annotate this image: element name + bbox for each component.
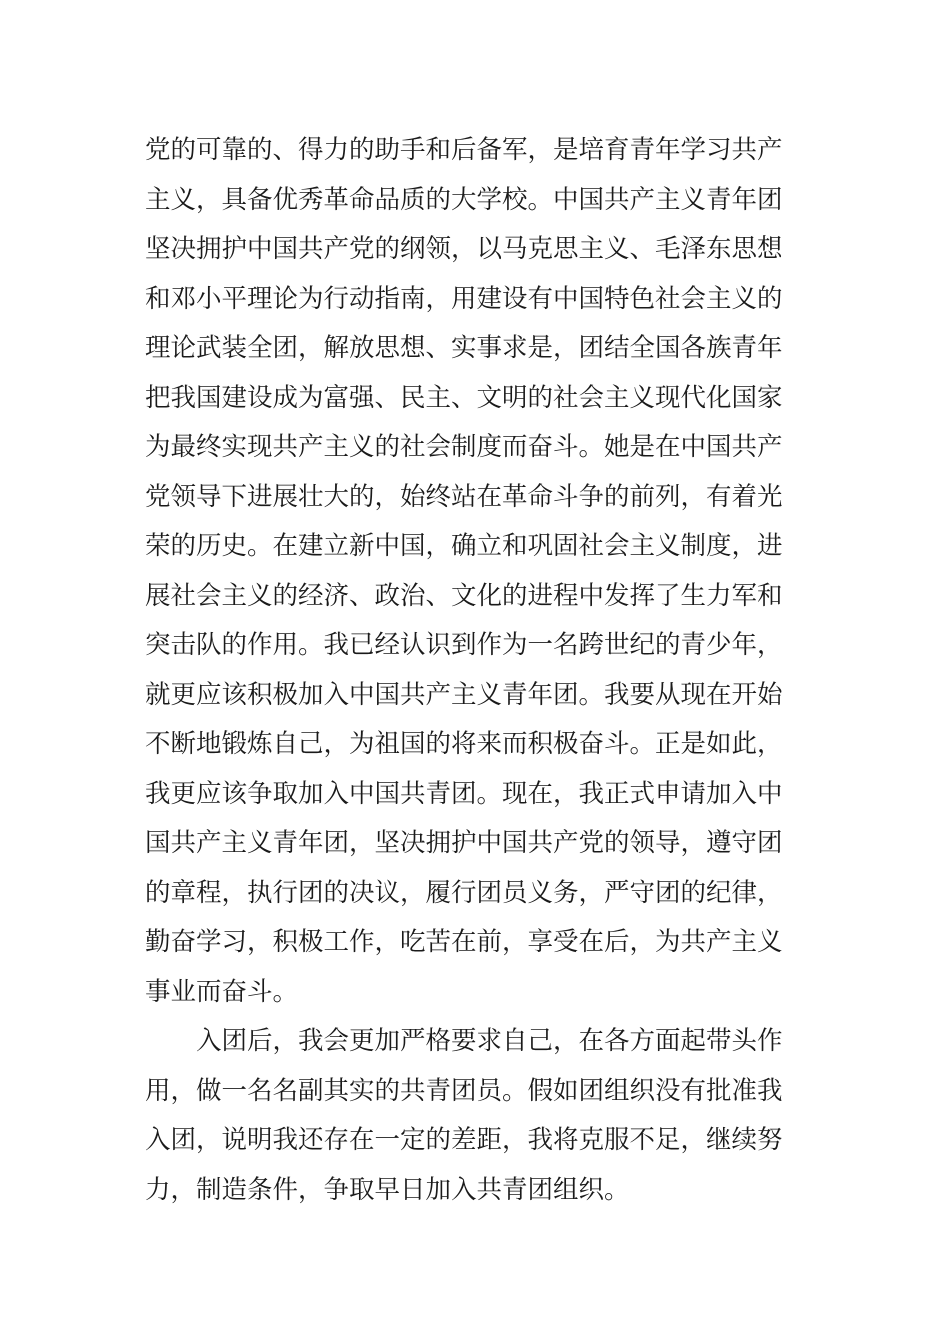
paragraph-line: 坚决拥护中国共产党的纲领，以马克思主义、毛泽东思想 — [145, 234, 783, 264]
paragraph-line: 荣的历史。在建立新中国，确立和巩固社会主义制度，进 — [145, 531, 783, 561]
paragraph-line: 力，制造条件，争取早日加入共青团组织。 — [145, 1174, 630, 1205]
document-body — [145, 126, 825, 1215]
paragraph-line: 展社会主义的经济、政治、文化的进程中发挥了生力军和 — [145, 580, 783, 611]
paragraph-line: 党的可靠的、得力的助手和后备军，是培育青年学习共产 — [145, 135, 783, 165]
paragraph-line: 突击队的作用。我已经认识到作为一名跨世纪的青少年， — [145, 630, 783, 660]
paragraph-line: 和邓小平理论为行动指南，用建设有中国特色社会主义的 — [145, 283, 783, 314]
paragraph-line: 入团，说明我还存在一定的差距，我将克服不足，继续努 — [145, 1125, 783, 1155]
paragraph-line: 我更应该争取加入中国共青团。现在，我正式申请加入中 — [145, 778, 783, 809]
paragraph-line: 不断地锻炼自己，为祖国的将来而积极奋斗。正是如此， — [145, 729, 783, 759]
paragraph-2 — [145, 1017, 825, 1215]
paragraph-line: 把我国建设成为富强、民主、文明的社会主义现代化国家 — [145, 382, 783, 413]
paragraph-line: 为最终实现共产主义的社会制度而奋斗。她是在中国共产 — [145, 432, 783, 462]
paragraph-line: 用，做一名名副其实的共青团员。假如团组织没有批准我 — [145, 1075, 783, 1106]
paragraph-line: 入团后，我会更加严格要求自己，在各方面起带头作 — [196, 1026, 783, 1056]
paragraph-line: 理论武装全团，解放思想、实事求是，团结全国各族青年 — [145, 333, 783, 363]
paragraph-1 — [145, 126, 825, 1017]
paragraph-line: 国共产主义青年团，坚决拥护中国共产党的领导，遵守团 — [145, 828, 783, 858]
paragraph-line: 就更应该积极加入中国共产主义青年团。我要从现在开始 — [145, 679, 783, 710]
paragraph-line: 党领导下进展壮大的，始终站在革命斗争的前列，有着光 — [145, 481, 783, 512]
paragraph-line: 事业而奋斗。 — [145, 976, 299, 1007]
paragraph-line: 勤奋学习，积极工作，吃苦在前，享受在后，为共产主义 — [145, 927, 783, 957]
paragraph-line: 的章程，执行团的决议，履行团员义务，严守团的纪律， — [145, 877, 783, 908]
paragraph-line: 主义，具备优秀革命品质的大学校。中国共产主义青年团 — [145, 184, 783, 215]
